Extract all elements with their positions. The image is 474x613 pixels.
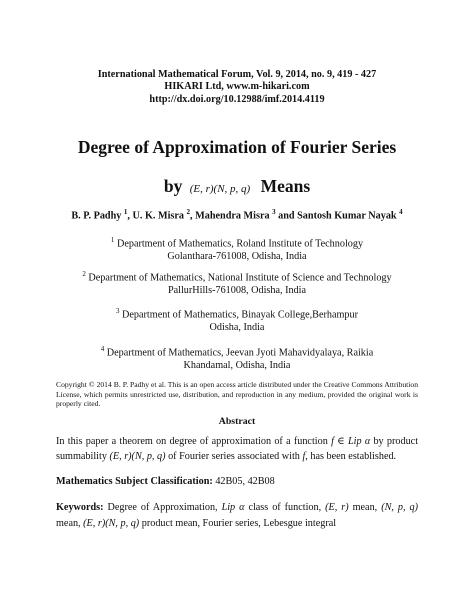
title-means: Means — [260, 176, 311, 196]
affiliation-line: PallurHills-761008, Odisha, India — [167, 285, 307, 297]
affiliation-line: Golanthara-761008, Odisha, India — [167, 251, 307, 263]
keywords-label: Keywords: — [56, 502, 104, 513]
author-name: Santosh Kumar Nayak — [297, 210, 397, 222]
title-by: by — [163, 176, 183, 196]
author-name: Mahendra Misra — [195, 210, 270, 222]
msc-value: 42B05, 42B08 — [215, 476, 275, 487]
keyword-text: mean, — [56, 518, 81, 529]
author-name: U. K. Misra — [132, 210, 184, 222]
copyright-notice: Copyright © 2014 B. P. Padhy et al. This is an open access article distributed under the Creative Commons Attribution License, which permits unrestricted use, distribution, and reproduction in any medium, provided the original work is properly cited. — [56, 380, 418, 409]
affiliation-mark: 2 — [82, 270, 86, 278]
affiliation-line: Department of Mathematics, Binayak College,Berhampur — [122, 309, 358, 321]
abstract-text — [56, 434, 418, 464]
paper-title: Degree of Approximation of Fourier Series — [77, 137, 397, 157]
msc-label: Mathematics Subject Classification: — [56, 476, 213, 487]
keywords — [56, 500, 418, 532]
affiliation-line: Department of Mathematics, Jeevan Jyoti Mahavidyalaya, Raikia — [106, 347, 374, 359]
author-name: B. P. Padhy — [71, 210, 122, 222]
abstract-text-part: of Fourier series associated with — [168, 451, 300, 462]
affiliation-line: Odisha, India — [209, 322, 265, 334]
keyword-text: product mean, Fourier series, Lebesgue integral — [141, 518, 337, 529]
affiliation-mark: 3 — [116, 307, 120, 315]
math-expression: f ∈ Lip α — [331, 436, 371, 447]
affiliation-line: Khandamal, Odisha, India — [183, 360, 291, 372]
affiliation-3 — [0, 305, 474, 334]
affiliation-mark: 4 — [100, 345, 105, 353]
math-expression: (E, r) — [325, 502, 349, 513]
affiliation-4 — [0, 343, 474, 372]
abstract-heading: Abstract — [218, 416, 256, 427]
author-mark: 3 — [272, 208, 276, 216]
affiliation-1 — [0, 234, 474, 263]
publisher-line: HIKARI Ltd, www.m-hikari.com — [164, 81, 310, 93]
abstract-text-part: , has been established. — [305, 451, 397, 462]
journal-header — [0, 69, 474, 106]
abstract-text-part: In this paper a theorem on degree of approximation of a function — [56, 436, 328, 447]
journal-citation: International Mathematical Forum, Vol. 9, 2014, no. 9, 419 - 427 — [97, 69, 377, 80]
keyword-text: Degree of Approximation, — [107, 502, 218, 513]
affiliation-line: Department of Mathematics, Roland Institute of Technology — [116, 238, 364, 250]
author-list: B. P. Padhy $^1$, U. K. Misra $^2$, Mahendra Misra $^3$ and Santosh Kumar Nayak $^4$ — [71, 208, 403, 222]
keyword-text: class of function, — [248, 502, 322, 513]
math-expression: (E, r)(N, p, q) — [83, 518, 140, 529]
author-mark: 4 — [399, 208, 403, 216]
author-mark: 1 — [123, 208, 128, 216]
msc-classification — [56, 476, 418, 487]
math-expression: (E, r)(N, p, q) — [109, 451, 166, 462]
math-expression: (N, p, q) — [381, 502, 418, 513]
author-mark: 2 — [186, 208, 191, 216]
affiliation-mark: 1 — [110, 236, 115, 244]
keyword-text: mean, — [352, 502, 378, 513]
paper-title-line2 — [0, 176, 474, 197]
math-expression: f — [302, 451, 306, 462]
abstract-text-part: by product summability — [56, 436, 419, 462]
math-expression: Lip α — [221, 502, 245, 513]
title-notation: (E, r)(N, p, q) — [189, 183, 251, 195]
affiliation-line: Department of Mathematics, National Institute of Science and Technology — [88, 272, 392, 284]
affiliation-2 — [0, 268, 474, 297]
doi-link[interactable]: http://dx.doi.org/10.12988/imf.2014.4119 — [149, 93, 325, 105]
